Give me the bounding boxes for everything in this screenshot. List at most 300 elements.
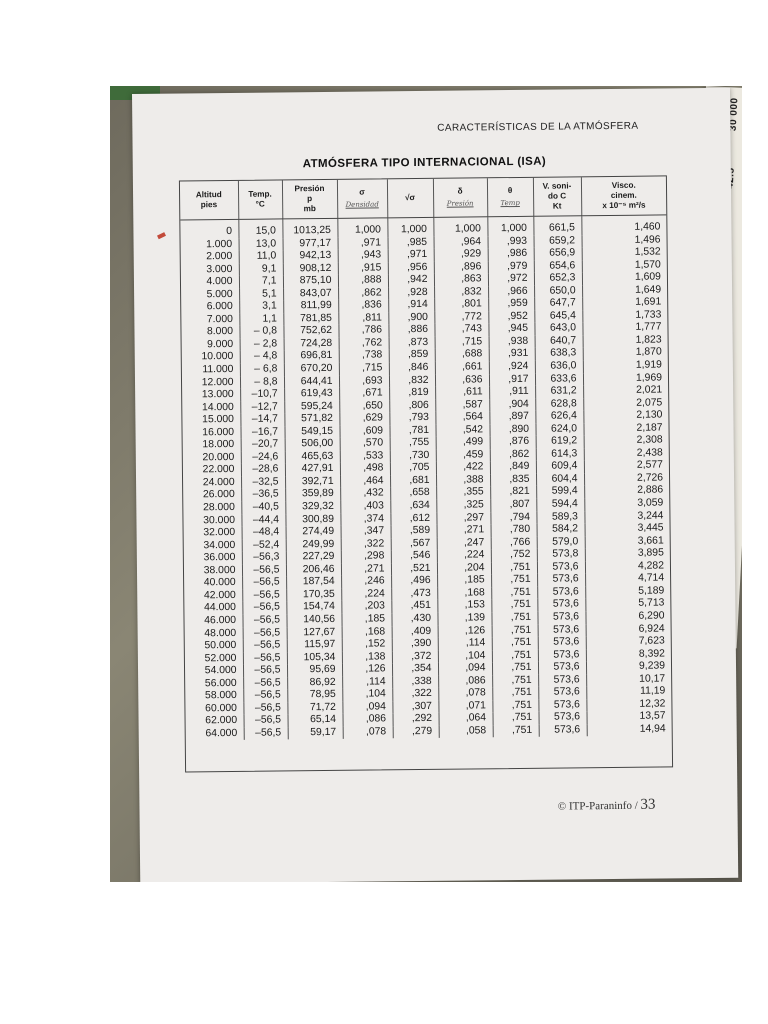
table-cell: ,168 bbox=[342, 626, 392, 639]
table-cell: ,772 bbox=[434, 311, 488, 324]
column-header-text: V. soni- bbox=[542, 181, 572, 191]
table-cell: ,650 bbox=[339, 400, 389, 413]
table-cell: 2,187 bbox=[636, 422, 663, 434]
table-cell: –56,5 bbox=[243, 652, 287, 665]
table-cell: ,204 bbox=[437, 562, 491, 575]
table-cell: 5,713 bbox=[638, 597, 665, 610]
table-cell: – 6,8 bbox=[240, 363, 284, 376]
table-cell: –10,7 bbox=[240, 389, 284, 402]
table-cell: 20.000 bbox=[183, 452, 241, 465]
table-cell: ,464 bbox=[340, 475, 390, 488]
table-cell: ,104 bbox=[438, 650, 492, 663]
table-cell: ,071 bbox=[438, 700, 492, 713]
table-cell: ,780 bbox=[491, 524, 537, 537]
table-cell: ,705 bbox=[390, 462, 436, 475]
table-cell: ,224 bbox=[341, 588, 391, 601]
table-cell: ,811 bbox=[338, 312, 388, 325]
table-cell: 13,57 bbox=[639, 710, 666, 723]
table-cell: 942,13 bbox=[283, 250, 338, 263]
table-cell: 60.000 bbox=[185, 703, 243, 716]
table-cell: 3.000 bbox=[181, 264, 239, 277]
table-cell: 2,021 bbox=[636, 384, 663, 396]
table-cell: ,307 bbox=[392, 701, 438, 714]
table-cell: ,589 bbox=[391, 525, 437, 538]
publisher-credit: © ITP-Paraninfo bbox=[557, 799, 632, 813]
table-cell: 594,4 bbox=[536, 498, 584, 511]
table-cell: 1,870 bbox=[635, 346, 662, 359]
table-cell: 10.000 bbox=[182, 351, 240, 364]
table-cell: 48.000 bbox=[185, 627, 243, 640]
table-cell: 573,6 bbox=[538, 712, 586, 725]
table-cell: ,846 bbox=[389, 362, 435, 375]
column-header-text: √σ bbox=[404, 193, 416, 203]
table-cell: 609,4 bbox=[536, 461, 584, 474]
table-cell: ,355 bbox=[436, 487, 490, 500]
table-cell: ,743 bbox=[434, 324, 488, 337]
table-cell: 13,0 bbox=[239, 238, 283, 251]
table-cell: 7,1 bbox=[239, 276, 283, 289]
table-cell: ,634 bbox=[390, 500, 436, 513]
table-cell: 573,6 bbox=[538, 687, 586, 700]
table-cell: ,751 bbox=[492, 637, 538, 650]
table-cell: 5,189 bbox=[638, 585, 665, 597]
table-cell: 573,6 bbox=[538, 636, 586, 649]
table-cell: ,498 bbox=[340, 463, 390, 476]
table-cell: 2,577 bbox=[636, 459, 663, 472]
table-cell: 187,54 bbox=[286, 576, 341, 589]
table-cell: ,943 bbox=[338, 249, 388, 262]
isa-table-frame bbox=[179, 175, 673, 772]
table-cell: 638,3 bbox=[535, 348, 583, 361]
table-cell: – 4,8 bbox=[240, 351, 284, 364]
table-cell: 58.000 bbox=[185, 690, 243, 703]
table-body bbox=[180, 215, 671, 741]
table-cell: ,751 bbox=[491, 599, 537, 612]
table-cell: 573,6 bbox=[537, 599, 585, 612]
table-cell: 1,496 bbox=[634, 234, 661, 246]
table-cell: 7.000 bbox=[181, 314, 239, 327]
table-cell: ,496 bbox=[391, 575, 437, 588]
table-cell: ,859 bbox=[389, 349, 435, 362]
table-cell: ,094 bbox=[342, 701, 392, 714]
column-header-text: Presión bbox=[294, 183, 325, 194]
table-cell: 3,059 bbox=[637, 497, 664, 509]
table-cell: ,671 bbox=[339, 387, 389, 400]
table-cell: ,271 bbox=[437, 524, 491, 537]
table-cell: ,751 bbox=[492, 687, 538, 700]
table-cell: ,086 bbox=[343, 714, 393, 727]
table-cell: 64.000 bbox=[186, 728, 244, 741]
table-cell: ,971 bbox=[388, 249, 434, 262]
table-cell: 32.000 bbox=[184, 527, 242, 540]
table-cell: ,542 bbox=[435, 424, 489, 437]
table-cell: ,794 bbox=[490, 511, 536, 524]
table-cell: –56,5 bbox=[243, 677, 287, 690]
table-cell: 571,82 bbox=[284, 413, 339, 426]
column-header bbox=[581, 176, 666, 215]
table-cell: 329,32 bbox=[285, 501, 340, 514]
table-cell: ,292 bbox=[393, 713, 439, 726]
table-cell: ,185 bbox=[341, 613, 391, 626]
table-cell: 300,89 bbox=[285, 513, 340, 526]
table-cell: 3,895 bbox=[637, 547, 664, 559]
table-cell: ,715 bbox=[339, 362, 389, 375]
table-cell: 670,20 bbox=[284, 363, 339, 376]
table-cell: 6.000 bbox=[181, 301, 239, 314]
table-cell: 206,46 bbox=[286, 564, 341, 577]
table-cell: 65,14 bbox=[288, 714, 343, 727]
table-cell: ,298 bbox=[341, 551, 391, 564]
table-cell: ,658 bbox=[390, 487, 436, 500]
table-cell: ,751 bbox=[492, 649, 538, 662]
table-cell: 24.000 bbox=[183, 477, 241, 490]
column-header bbox=[487, 178, 533, 217]
page-number: 33 bbox=[640, 796, 656, 813]
table-cell: –52,4 bbox=[242, 539, 286, 552]
table-cell: 1,000 bbox=[337, 218, 387, 238]
table-cell: 13.000 bbox=[182, 389, 240, 402]
column-header-text: cinem. bbox=[610, 190, 637, 200]
table-cell: 573,6 bbox=[537, 574, 585, 587]
table-cell: ,203 bbox=[341, 601, 391, 614]
table-cell: 34.000 bbox=[184, 540, 242, 553]
table-cell: 2,308 bbox=[636, 434, 663, 447]
table-cell: ,473 bbox=[391, 588, 437, 601]
column-header bbox=[282, 180, 337, 219]
table-cell: ,629 bbox=[339, 413, 389, 426]
table-cell: 781,85 bbox=[283, 313, 338, 326]
table-cell: ,114 bbox=[342, 676, 392, 689]
table-cell: 2,075 bbox=[636, 397, 663, 409]
table-cell: 843,07 bbox=[283, 288, 338, 301]
table-cell: 1,570 bbox=[634, 259, 661, 271]
table-cell: ,900 bbox=[388, 312, 434, 325]
table-cell: ,993 bbox=[488, 235, 534, 248]
column-header-text: σ bbox=[359, 187, 365, 197]
book-page bbox=[132, 88, 738, 882]
column-header-text: Temp. bbox=[248, 189, 272, 199]
table-cell: 9,239 bbox=[638, 660, 666, 672]
footer-separator: / bbox=[634, 799, 638, 812]
table-cell: 659,2 bbox=[534, 235, 582, 248]
table-cell: 908,12 bbox=[283, 262, 338, 275]
table-cell: – 8,8 bbox=[240, 376, 284, 389]
table-cell: 573,6 bbox=[538, 661, 586, 674]
table-cell: ,966 bbox=[488, 286, 534, 299]
table-cell: –56,5 bbox=[244, 715, 288, 728]
table-cell: 624,0 bbox=[535, 423, 583, 436]
table-cell: ,751 bbox=[492, 624, 538, 637]
table-cell: 589,3 bbox=[536, 511, 584, 524]
table-cell: –56,5 bbox=[242, 577, 286, 590]
table-cell: 628,8 bbox=[535, 398, 583, 411]
table-cell: –48,4 bbox=[242, 527, 286, 540]
table-cell: ,911 bbox=[489, 386, 535, 399]
table-cell: ,786 bbox=[338, 325, 388, 338]
table-cell: ,459 bbox=[436, 449, 490, 462]
table-cell: ,979 bbox=[488, 260, 534, 273]
table-cell: ,890 bbox=[489, 424, 535, 437]
table-cell: 573,6 bbox=[537, 586, 585, 599]
table-cell: 392,71 bbox=[285, 476, 340, 489]
table-cell: 573,6 bbox=[537, 611, 585, 624]
column-header-text: p bbox=[307, 194, 313, 204]
table-cell: 1,691 bbox=[635, 296, 662, 309]
table-cell: ,451 bbox=[391, 600, 437, 613]
table-cell: ,168 bbox=[437, 587, 491, 600]
table-cell: 154,74 bbox=[286, 601, 341, 614]
table-cell: –56,5 bbox=[244, 727, 288, 740]
table-cell: 7,623 bbox=[638, 635, 665, 647]
table-cell: 44.000 bbox=[184, 602, 242, 615]
table-cell: ,246 bbox=[341, 576, 391, 589]
table-cell: ,247 bbox=[437, 537, 491, 550]
table-cell: ,956 bbox=[388, 261, 434, 274]
table-cell: 549,15 bbox=[284, 426, 339, 439]
table-cell: ,104 bbox=[342, 689, 392, 702]
table-cell: ,952 bbox=[488, 311, 534, 324]
table-cell: ,322 bbox=[392, 688, 438, 701]
table-cell: –56,5 bbox=[243, 639, 287, 652]
column-header-text: pies bbox=[200, 200, 218, 210]
table-cell: ,372 bbox=[392, 650, 438, 663]
table-cell: 584,2 bbox=[537, 523, 585, 536]
table-cell: 633,6 bbox=[535, 373, 583, 386]
table-cell: ,888 bbox=[338, 275, 388, 288]
table-cell: ,751 bbox=[491, 587, 537, 600]
table-cell: 1,609 bbox=[634, 271, 662, 283]
table-cell: 4,282 bbox=[637, 560, 665, 572]
table-cell: 3,244 bbox=[637, 510, 664, 522]
table-cell: –14,7 bbox=[240, 414, 284, 427]
table-cell: 599,4 bbox=[536, 486, 584, 499]
table-cell: 1013,25 bbox=[282, 218, 337, 238]
table-cell: 11.000 bbox=[182, 364, 240, 377]
table-cell: 875,10 bbox=[283, 275, 338, 288]
table-cell: 696,81 bbox=[284, 350, 339, 363]
table-cell: ,153 bbox=[437, 600, 491, 613]
table-cell: 78,95 bbox=[287, 689, 342, 702]
table-cell: ,972 bbox=[488, 273, 534, 286]
table-cell: ,835 bbox=[490, 474, 536, 487]
table-cell: 6,924 bbox=[638, 622, 665, 635]
column-header-text: do C bbox=[547, 191, 567, 201]
table-cell: 811,99 bbox=[283, 300, 338, 313]
table-cell: 22.000 bbox=[183, 464, 241, 477]
table-cell: 2,726 bbox=[636, 472, 664, 484]
table-cell: 640,7 bbox=[535, 335, 583, 348]
table-cell: 752,62 bbox=[283, 325, 338, 338]
table-cell: ,904 bbox=[489, 398, 535, 411]
table-cell: 11,19 bbox=[639, 685, 666, 697]
table-cell: 62.000 bbox=[186, 715, 244, 728]
column-header bbox=[533, 177, 581, 216]
table-cell: 654,6 bbox=[534, 260, 582, 273]
table-cell: ,681 bbox=[390, 475, 436, 488]
column-header bbox=[238, 180, 282, 219]
table-cell: –28,6 bbox=[241, 464, 285, 477]
column-header bbox=[337, 179, 387, 218]
column-header bbox=[387, 179, 433, 218]
table-cell: 71,72 bbox=[287, 702, 342, 715]
table-cell: ,422 bbox=[436, 462, 490, 475]
table-cell: 4,714 bbox=[638, 572, 665, 585]
table-cell: ,873 bbox=[389, 337, 435, 350]
table-cell: ,836 bbox=[338, 300, 388, 313]
table-cell: ,751 bbox=[492, 712, 538, 725]
table-cell: ,876 bbox=[490, 436, 536, 449]
table-cell: 1,000 bbox=[387, 217, 433, 237]
table-cell: –56,5 bbox=[243, 627, 287, 640]
table-header-row bbox=[180, 176, 666, 220]
table-cell: ,781 bbox=[389, 425, 435, 438]
table-cell: 614,3 bbox=[536, 448, 584, 461]
table-cell: 573,6 bbox=[537, 561, 585, 574]
table-cell: 636,0 bbox=[535, 360, 583, 373]
table-cell: 1.000 bbox=[181, 238, 239, 251]
table-cell: 3,661 bbox=[637, 535, 664, 547]
table-cell: ,806 bbox=[389, 399, 435, 412]
table-cell: 1,777 bbox=[635, 321, 662, 334]
table-cell: ,430 bbox=[391, 613, 437, 626]
table-cell: –24,6 bbox=[241, 451, 285, 464]
table-cell: 42.000 bbox=[184, 590, 242, 603]
table-cell: 3,445 bbox=[637, 522, 664, 534]
table-cell: 170,35 bbox=[286, 589, 341, 602]
table-cell: ,985 bbox=[388, 236, 434, 249]
table-cell: ,094 bbox=[438, 662, 492, 675]
table-cell: ,114 bbox=[438, 637, 492, 650]
table-cell: ,942 bbox=[388, 274, 434, 287]
table-title: ATMÓSFERA TIPO INTERNACIONAL (ISA) bbox=[302, 155, 547, 171]
table-cell: ,374 bbox=[340, 513, 390, 526]
table-cell: 38.000 bbox=[184, 565, 242, 578]
table-cell: 8,392 bbox=[638, 648, 665, 660]
table-cell: –56,3 bbox=[242, 552, 286, 565]
running-header: CARACTERÍSTICAS DE LA ATMÓSFERA bbox=[437, 120, 639, 134]
table-cell: ,832 bbox=[389, 374, 435, 387]
table-cell: ,801 bbox=[434, 299, 488, 312]
table-cell: 9,1 bbox=[239, 263, 283, 276]
table-cell: 1,733 bbox=[635, 309, 662, 321]
table-cell: 652,3 bbox=[534, 272, 582, 285]
table-cell: ,152 bbox=[342, 638, 392, 651]
table-cell: 5.000 bbox=[181, 289, 239, 302]
table-cell: 2.000 bbox=[181, 251, 239, 264]
table-cell: ,126 bbox=[342, 663, 392, 676]
table-cell: ,917 bbox=[489, 373, 535, 386]
red-ink-mark bbox=[157, 232, 166, 239]
column-header bbox=[433, 178, 487, 217]
table-cell: ,354 bbox=[392, 663, 438, 676]
table-cell: 28.000 bbox=[183, 502, 241, 515]
column-header-text: Altitud bbox=[195, 190, 222, 200]
table-cell: 631,2 bbox=[535, 385, 583, 398]
table-cell: 56.000 bbox=[185, 678, 243, 691]
table-cell: ,078 bbox=[343, 726, 393, 739]
table-cell: ,688 bbox=[435, 349, 489, 362]
table-cell: 52.000 bbox=[185, 652, 243, 665]
column-header-text: Kt bbox=[552, 201, 562, 211]
table-cell: 15,0 bbox=[238, 219, 282, 239]
table-cell: ,693 bbox=[339, 375, 389, 388]
table-cell: ,751 bbox=[493, 725, 539, 738]
isa-table bbox=[180, 176, 672, 740]
table-cell: 2,130 bbox=[636, 409, 663, 421]
table-cell: ,064 bbox=[439, 713, 493, 726]
column-header-text: x 10⁻⁵ m²/s bbox=[602, 200, 646, 211]
table-cell: ,821 bbox=[490, 486, 536, 499]
table-cell: 0 bbox=[180, 219, 238, 239]
table-cell: 1,532 bbox=[634, 246, 661, 258]
table-cell: –56,5 bbox=[243, 665, 287, 678]
table-cell: –56,5 bbox=[243, 690, 287, 703]
table-cell: ,762 bbox=[339, 337, 389, 350]
table-cell: 506,00 bbox=[285, 438, 340, 451]
table-cell: ,338 bbox=[392, 676, 438, 689]
table-cell: 465,63 bbox=[285, 451, 340, 464]
table-cell: ,325 bbox=[436, 499, 490, 512]
table-cell: 1,919 bbox=[635, 359, 662, 371]
table-cell: 26.000 bbox=[183, 489, 241, 502]
table-cell: 6,290 bbox=[638, 610, 665, 622]
table-cell: ,751 bbox=[492, 700, 538, 713]
table-cell: ,751 bbox=[491, 612, 537, 625]
table-cell: ,609 bbox=[339, 425, 389, 438]
table-cell: ,403 bbox=[340, 500, 390, 513]
table-cell: 54.000 bbox=[185, 665, 243, 678]
table-cell: ,755 bbox=[390, 437, 436, 450]
table-cell: 115,97 bbox=[287, 639, 342, 652]
table-cell: ,224 bbox=[437, 549, 491, 562]
table-cell: 573,6 bbox=[539, 724, 587, 737]
table-cell: –56,5 bbox=[242, 602, 286, 615]
table-cell: 359,89 bbox=[285, 488, 340, 501]
table-cell: 579,0 bbox=[537, 536, 585, 549]
table-cell: 5,1 bbox=[239, 288, 283, 301]
table-cell: ,661 bbox=[435, 361, 489, 374]
table-cell: ,271 bbox=[341, 563, 391, 576]
table-cell: 18.000 bbox=[183, 439, 241, 452]
table-cell: 643,0 bbox=[534, 323, 582, 336]
table-cell: 105,34 bbox=[287, 651, 342, 664]
table-cell: 1,823 bbox=[635, 334, 662, 346]
table-cell: 227,29 bbox=[286, 551, 341, 564]
table-cell: – 2,8 bbox=[240, 338, 284, 351]
table-cell: 644,41 bbox=[284, 375, 339, 388]
table-cell: ,849 bbox=[490, 461, 536, 474]
table-cell: 661,5 bbox=[533, 216, 581, 236]
table-cell: ,862 bbox=[338, 287, 388, 300]
table-cell: ,058 bbox=[439, 725, 493, 738]
table-cell: – 0,8 bbox=[239, 326, 283, 339]
table-cell: ,126 bbox=[438, 625, 492, 638]
table-cell: ,752 bbox=[491, 549, 537, 562]
table-cell: ,897 bbox=[489, 411, 535, 424]
table-cell: ,751 bbox=[491, 574, 537, 587]
table-cell: 656,9 bbox=[534, 247, 582, 260]
table-cell: ,886 bbox=[388, 324, 434, 337]
table-cell: ,964 bbox=[434, 236, 488, 249]
table-cell: 140,56 bbox=[286, 614, 341, 627]
table-cell: 2,438 bbox=[636, 447, 663, 459]
table-cell: 9.000 bbox=[182, 339, 240, 352]
table-cell: 619,2 bbox=[536, 436, 584, 449]
table-cell: 30.000 bbox=[183, 514, 241, 527]
photo-frame bbox=[110, 86, 742, 882]
table-cell: ,832 bbox=[434, 286, 488, 299]
column-header-text: θ bbox=[507, 186, 513, 196]
